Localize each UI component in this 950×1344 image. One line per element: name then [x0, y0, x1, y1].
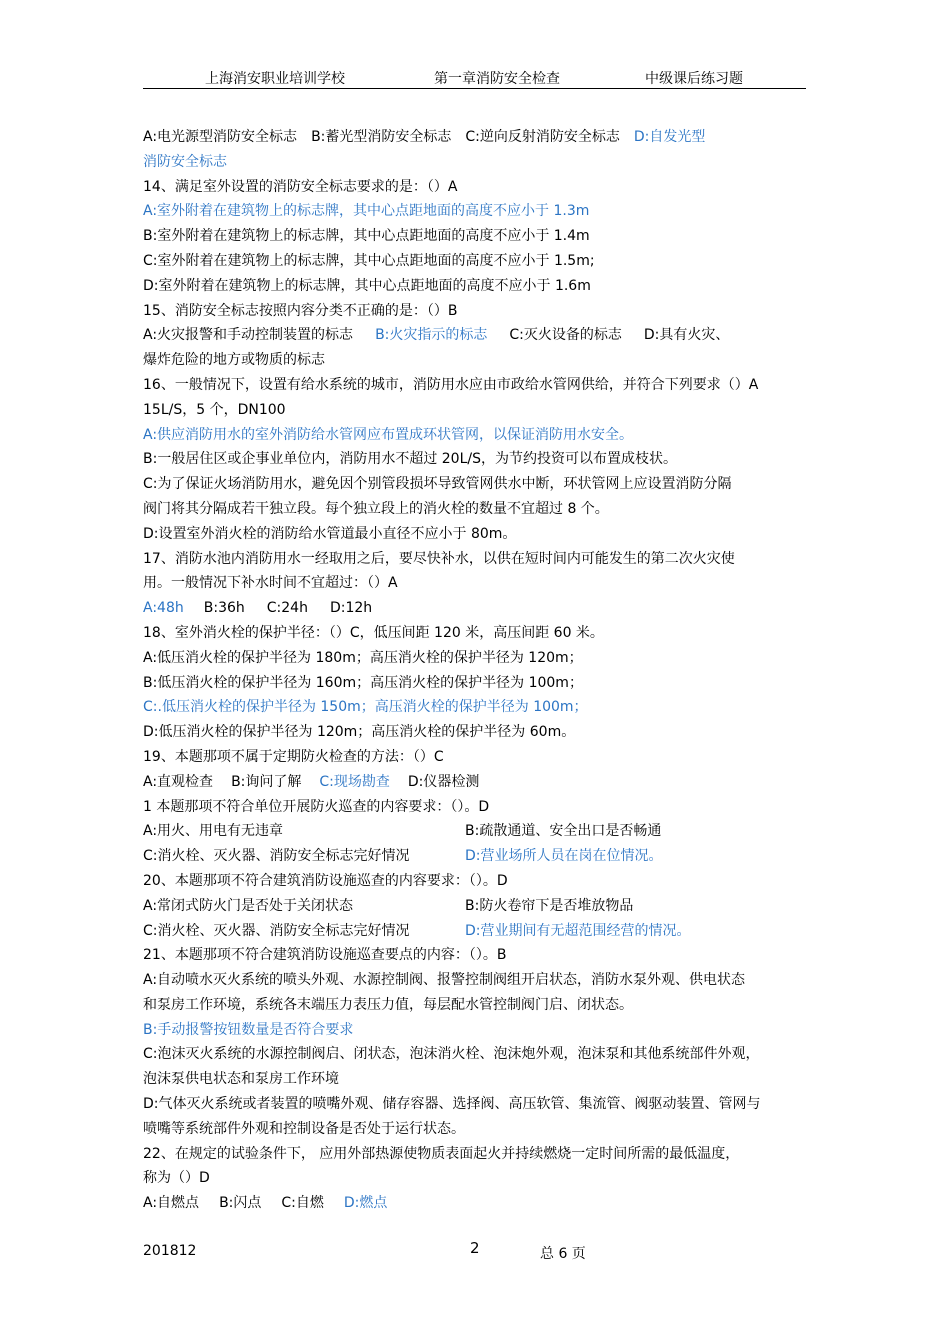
q21-option-a: A:自动喷水灭火系统的喷头外观、水源控制阀、报警控制阀组开启状态，消防水泵外观、供电状态 [143, 972, 746, 989]
q17-option-a-answer: A:48h [143, 600, 184, 617]
q19b-options-row1 [143, 819, 813, 844]
q15-option-c: C:灭火设备的标志 [509, 327, 622, 344]
footer-page-number: 2 [470, 1239, 480, 1257]
q22-stem-cont: 称为（）D [143, 1170, 210, 1187]
q17-options [143, 596, 813, 621]
q14-stem: 14、满足室外设置的消防安全标志要求的是：（）A [143, 178, 458, 195]
footer-date: 201812 [143, 1243, 197, 1259]
q20-options-row1 [143, 894, 813, 919]
q13-options [143, 125, 813, 150]
q15-option-a: A:火灾报警和手动控制装置的标志 [143, 327, 354, 344]
q22-option-a: A:自燃点 [143, 1195, 200, 1212]
q15-option-d-cont: 爆炸危险的地方或物质的标志 [143, 352, 325, 369]
q19-options [143, 770, 813, 795]
q18-stem: 18、室外消火栓的保护半径：（）C，低压间距 120 米，高压间距 60 米。 [143, 624, 604, 641]
q17-option-c: C:24h [266, 600, 308, 617]
q13-option-a: A:电光源型消防安全标志 [143, 129, 298, 145]
q18-option-c-answer: C:.低压消火栓的保护半径为 150m；高压消火栓的保护半径为 100m； [143, 699, 588, 716]
q17-stem-cont: 用。一般情况下补水时间不宜超过：（）A [143, 575, 398, 592]
q18-option-d: D:低压消火栓的保护半径为 120m；高压消火栓的保护半径为 60m。 [143, 724, 576, 741]
q18-option-b: B:低压消火栓的保护半径为 160m；高压消火栓的保护半径为 100m； [143, 674, 583, 691]
q18-option-a: A:低压消火栓的保护半径为 180m；高压消火栓的保护半径为 120m； [143, 649, 583, 666]
header-chapter: 第一章消防安全检查 [434, 71, 560, 87]
q16-option-d: D:设置室外消火栓的消防给水管道最小直径不应小于 80m。 [143, 525, 517, 542]
q14-option-a-answer: A:室外附着在建筑物上的标志牌，其中心点距地面的高度不应小于 1.3m [143, 203, 590, 220]
q20-stem: 20、本题那项不符合建筑消防设施巡查的内容要求：（）。D [143, 872, 508, 889]
q15-stem: 15、消防安全标志按照内容分类不正确的是：（）B [143, 302, 458, 319]
q19-option-a: A:直观检查 [143, 773, 214, 790]
q19b-option-b: B:疏散通道、安全出口是否畅通 [465, 823, 662, 840]
q14-option-d: D:室外附着在建筑物上的标志牌，其中心点距地面的高度不应小于 1.6m [143, 277, 591, 294]
q17-option-b: B:36h [203, 600, 245, 617]
q22-options [143, 1191, 813, 1216]
q20-option-c: C:消火栓、灭火器、消防安全标志完好情况 [143, 922, 410, 939]
q21-option-d: D:气体灭火系统或者装置的喷嘴外观、储存容器、选择阀、高压软管、集流管、阀驱动装置、管网与 [143, 1096, 761, 1113]
q14-option-c: C:室外附着在建筑物上的标志牌，其中心点距地面的高度不应小于 1.5m; [143, 252, 595, 269]
q19b-stem: 1 本题那项不符合单位开展防火巡查的内容要求：（）。D [143, 798, 490, 815]
q13-option-d-answer: D:自发光型 [633, 129, 706, 145]
q16-stem-note: 15L/S，5 个，DN100 [143, 401, 286, 418]
q16-option-a-answer: A:供应消防用水的室外消防给水管网应布置成环状管网，以保证消防用水安全。 [143, 426, 634, 443]
q16-option-b: B:一般居住区或企事业单位内，消防用水不超过 20L/S，为节约投资可以布置成枝状。 [143, 451, 677, 468]
q19-option-b: B:询问了解 [231, 773, 302, 790]
q14-option-b: B:室外附着在建筑物上的标志牌，其中心点距地面的高度不应小于 1.4m [143, 228, 590, 245]
q19-option-d: D:仪器检测 [407, 773, 480, 790]
q22-stem: 22、在规定的试验条件下， 应用外部热源使物质表面起火并持续燃烧一定时间所需的最低温度， [143, 1145, 740, 1162]
q13-option-b: B:蓄光型消防安全标志 [311, 129, 452, 145]
page-header [143, 66, 806, 89]
q20-option-a: A:常闭式防火门是否处于关闭状态 [143, 897, 354, 914]
q16-option-c-cont: 阀门将其分隔成若干独立段。每个独立段上的消火栓的数量不宜超过 8 个。 [143, 500, 609, 517]
q19-option-c-answer: C:现场勘查 [319, 773, 390, 790]
q13-option-c: C:逆向反射消防安全标志 [465, 129, 620, 145]
q19b-option-d-answer: D:营业场所人员在岗在位情况。 [465, 848, 663, 865]
q21-option-d-cont: 喷嘴等系统部件外观和控制设备是否处于运行状态。 [143, 1120, 465, 1137]
q15-option-d: D:具有火灾、 [643, 327, 730, 344]
q20-options-row2 [143, 919, 813, 944]
q16-option-c: C:为了保证火场消防用水，避免因个别管段损坏导致管网供水中断，环状管网上应设置消防分隔 [143, 476, 732, 493]
footer-total-pages: 总 6 页 [540, 1246, 586, 1262]
q21-option-c-cont: 泡沫泵供电状态和泵房工作环境 [143, 1071, 339, 1088]
q19b-option-a: A:用火、用电有无违章 [143, 823, 284, 840]
q21-stem: 21、本题那项不符合建筑消防设施巡查要点的内容：（）。B [143, 947, 507, 964]
q17-option-d: D:12h [329, 600, 373, 617]
q17-stem: 17、消防水池内消防用水一经取用之后，要尽快补水，以供在短时间内可能发生的第二次火灾使 [143, 550, 735, 567]
q19b-options-row2 [143, 844, 813, 869]
question-list [143, 125, 813, 1216]
q20-option-b: B:防火卷帘下是否堆放物品 [465, 897, 634, 914]
q22-option-c: C:自燃 [281, 1195, 324, 1212]
header-school: 上海消安职业培训学校 [205, 71, 345, 87]
q22-option-b: B:闪点 [219, 1195, 262, 1212]
q13-option-d-cont: 消防安全标志 [143, 153, 227, 170]
q22-option-d-answer: D:燃点 [343, 1195, 388, 1212]
q20-option-d-answer: D:营业期间有无超范围经营的情况。 [465, 922, 691, 939]
q16-stem: 16、一般情况下，设置有给水系统的城市，消防用水应由市政给水管网供给，并符合下列要求（）A [143, 376, 759, 393]
header-level: 中级课后练习题 [645, 71, 743, 87]
q21-option-b-answer: B:手动报警按钮数量是否符合要求 [143, 1021, 354, 1038]
q19-stem: 19、本题那项不属于定期防火检查的方法：（）C [143, 748, 444, 765]
q15-options [143, 323, 813, 348]
q21-option-c: C:泡沫灭火系统的水源控制阀启、闭状态，泡沫消火栓、泡沫炮外观，泡沫泵和其他系统部件外观， [143, 1046, 760, 1063]
q19b-option-c: C:消火栓、灭火器、消防安全标志完好情况 [143, 848, 410, 865]
q15-option-b-answer: B:火灾指示的标志 [375, 327, 488, 344]
q21-option-a-cont: 和泵房工作环境，系统各末端压力表压力值，每层配水管控制阀门启、闭状态。 [143, 996, 633, 1013]
